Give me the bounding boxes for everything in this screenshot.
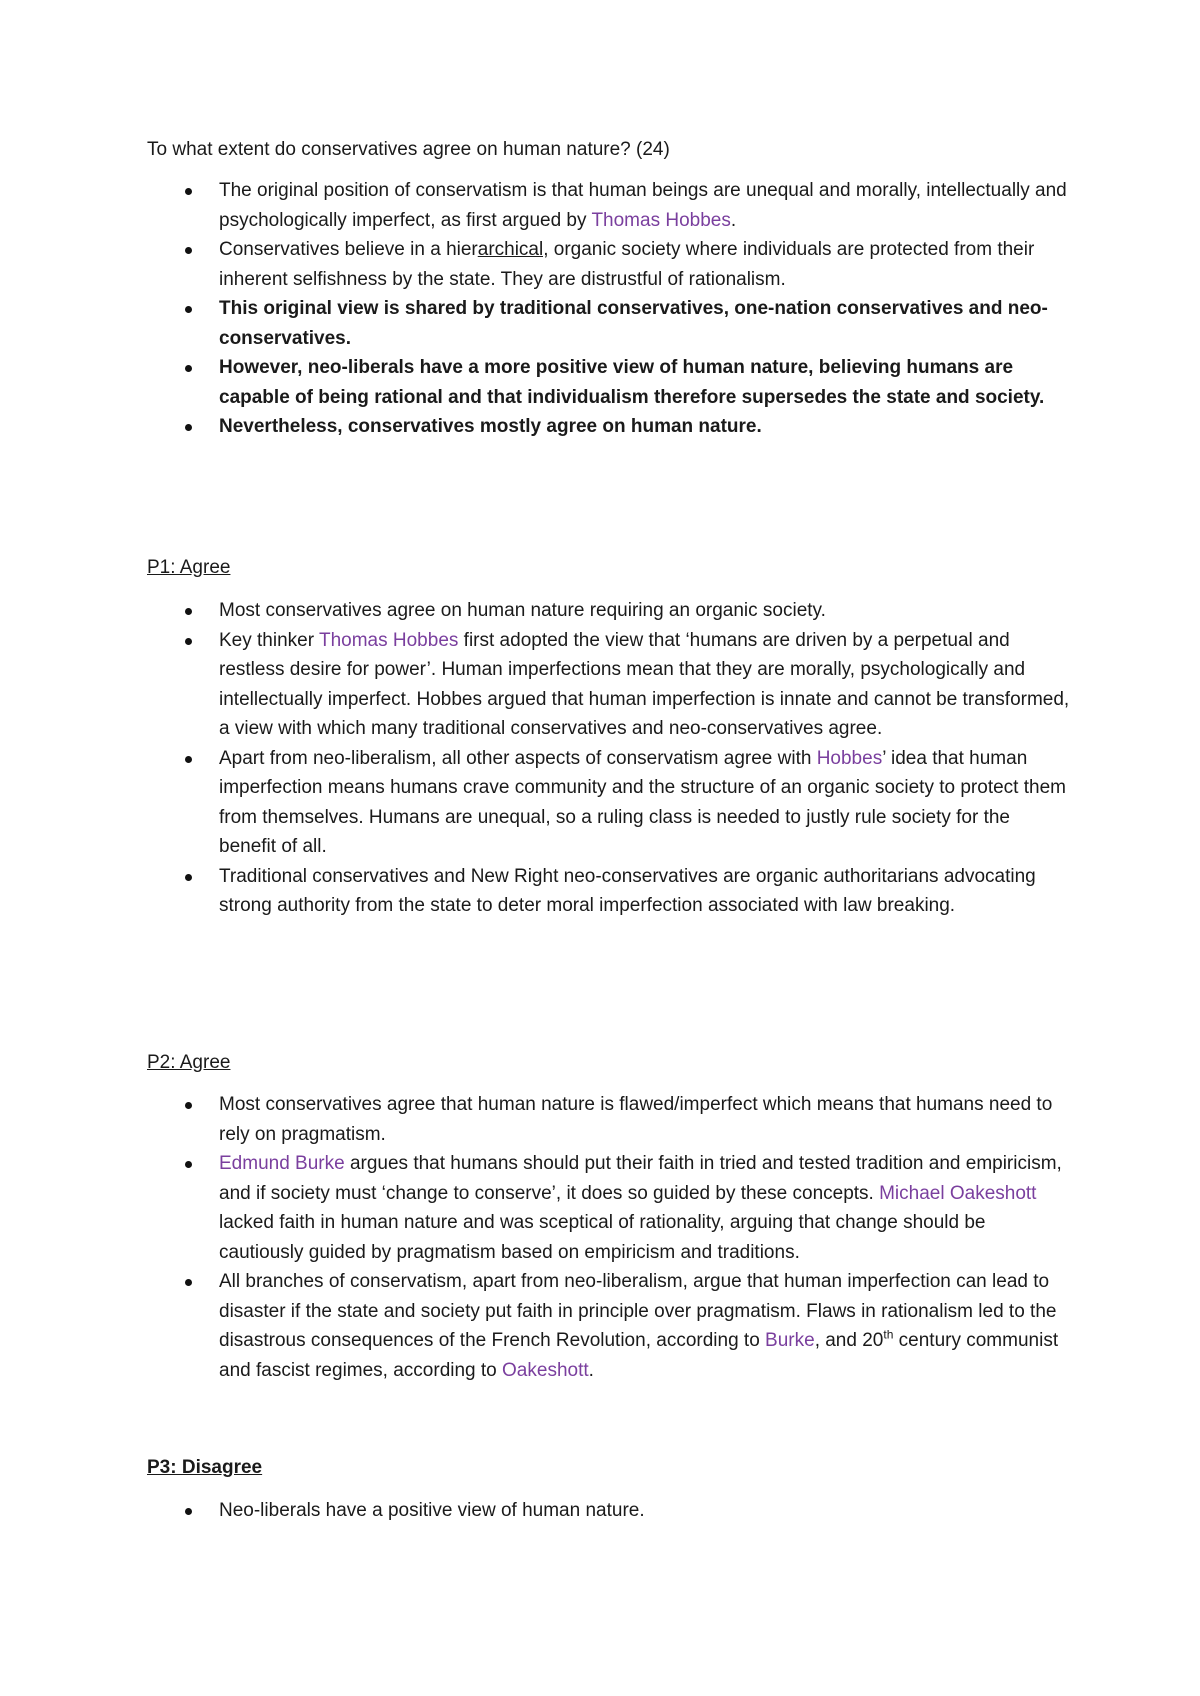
bullet-dot-icon bbox=[185, 638, 192, 645]
list-item: All branches of conservatism, apart from neo-liberalism, argue that human imperfection can lead to disaster if the state and society put faith in principle over pragmatism. Flaws in rationalism led to the disastrous consequences of the French Revolution, according to Burke, and 20th century communist and fascist regimes, according to Oakeshott. bbox=[147, 1267, 1072, 1385]
bullet-dot-icon bbox=[185, 1508, 192, 1515]
thinker-name: Burke bbox=[765, 1330, 815, 1351]
list-item: Most conservatives agree on human nature requiring an organic society. bbox=[147, 596, 1072, 626]
superscript: th bbox=[883, 1327, 894, 1342]
bullet-dot-icon bbox=[185, 608, 192, 615]
bullet-dot-icon bbox=[185, 188, 192, 195]
p3-list bbox=[147, 1496, 1072, 1526]
bullet-dot-icon bbox=[185, 1161, 192, 1168]
list-item: However, neo-liberals have a more positive view of human nature, believing humans are capable of being rational and that individualism therefore supersedes the state and society. bbox=[147, 353, 1072, 412]
p2-list bbox=[147, 1090, 1072, 1385]
section-heading-p1: P1: Agree bbox=[147, 557, 231, 578]
list-item: Most conservatives agree that human nature is flawed/imperfect which means that humans need to rely on pragmatism. bbox=[147, 1090, 1072, 1149]
thinker-name: Edmund Burke bbox=[219, 1153, 345, 1174]
bullet-dot-icon bbox=[185, 365, 192, 372]
section-heading-p3: P3: Disagree bbox=[147, 1457, 263, 1478]
bullet-dot-icon bbox=[185, 247, 192, 254]
thinker-name: Oakeshott bbox=[502, 1359, 589, 1381]
thinker-name: Hobbes bbox=[816, 747, 883, 769]
list-item: Nevertheless, conservatives mostly agree on human nature. bbox=[147, 412, 1072, 442]
list-item: This original view is shared by traditional conservatives, one-nation conservatives and neo-conservatives. bbox=[147, 294, 1072, 353]
bullet-dot-icon bbox=[185, 874, 192, 881]
list-item: Traditional conservatives and New Right neo-conservatives are organic authoritarians advocating strong authority from the state to deter moral imperfection associated with law breaking. bbox=[147, 862, 1072, 921]
list-item: The original position of conservatism is that human beings are unequal and morally, intellectually and psychologically imperfect, as first argued by Thomas Hobbes. bbox=[147, 176, 1072, 235]
thinker-name: Thomas Hobbes bbox=[591, 209, 731, 231]
list-item: Apart from neo-liberalism, all other aspects of conservatism agree with Hobbes’ idea that human imperfection means humans crave community and the structure of an organic society to protect them from themselves. Humans are unequal, so a ruling class is needed to justly rule society for the benefit of all. bbox=[147, 744, 1072, 862]
list-item: Edmund Burke argues that humans should put their faith in tried and tested tradition and empiricism, and if society must ‘change to conserve’, it does so guided by these concepts. Michael Oakeshott lacked faith in human nature and was sceptical of rationality, arguing that change should be cautiously guided by pragmatism based on empiricism and traditions. bbox=[147, 1149, 1072, 1267]
bullet-dot-icon bbox=[185, 306, 192, 313]
bullet-dot-icon bbox=[185, 1279, 192, 1286]
p1-list bbox=[147, 596, 1072, 921]
bullet-dot-icon bbox=[185, 1102, 192, 1109]
bullet-dot-icon bbox=[185, 424, 192, 431]
bullet-dot-icon bbox=[185, 756, 192, 763]
list-item: Conservatives believe in a hierarchical, organic society where individuals are protected from their inherent selfishness by the state. They are distrustful of rationalism. bbox=[147, 235, 1072, 294]
section-heading-p2: P2: Agree bbox=[147, 1052, 231, 1073]
essay-question: To what extent do conservatives agree on human nature? (24) bbox=[147, 139, 670, 160]
intro-list bbox=[147, 176, 1072, 442]
thinker-name: Michael Oakeshott bbox=[879, 1182, 1037, 1204]
underlined-word: archical, bbox=[477, 239, 549, 260]
thinker-name: Thomas Hobbes bbox=[318, 629, 459, 651]
list-item: Key thinker Thomas Hobbes first adopted the view that ‘humans are driven by a perpetual and restless desire for power’. Human imperfections mean that they are morally, psychologically and intellectually imperfect. Hobbes argued that human imperfection is innate and cannot be transformed, a view with which many traditional conservatives and neo-conservatives agree. bbox=[147, 626, 1072, 744]
list-item: Neo-liberals have a positive view of human nature. bbox=[147, 1496, 1072, 1526]
